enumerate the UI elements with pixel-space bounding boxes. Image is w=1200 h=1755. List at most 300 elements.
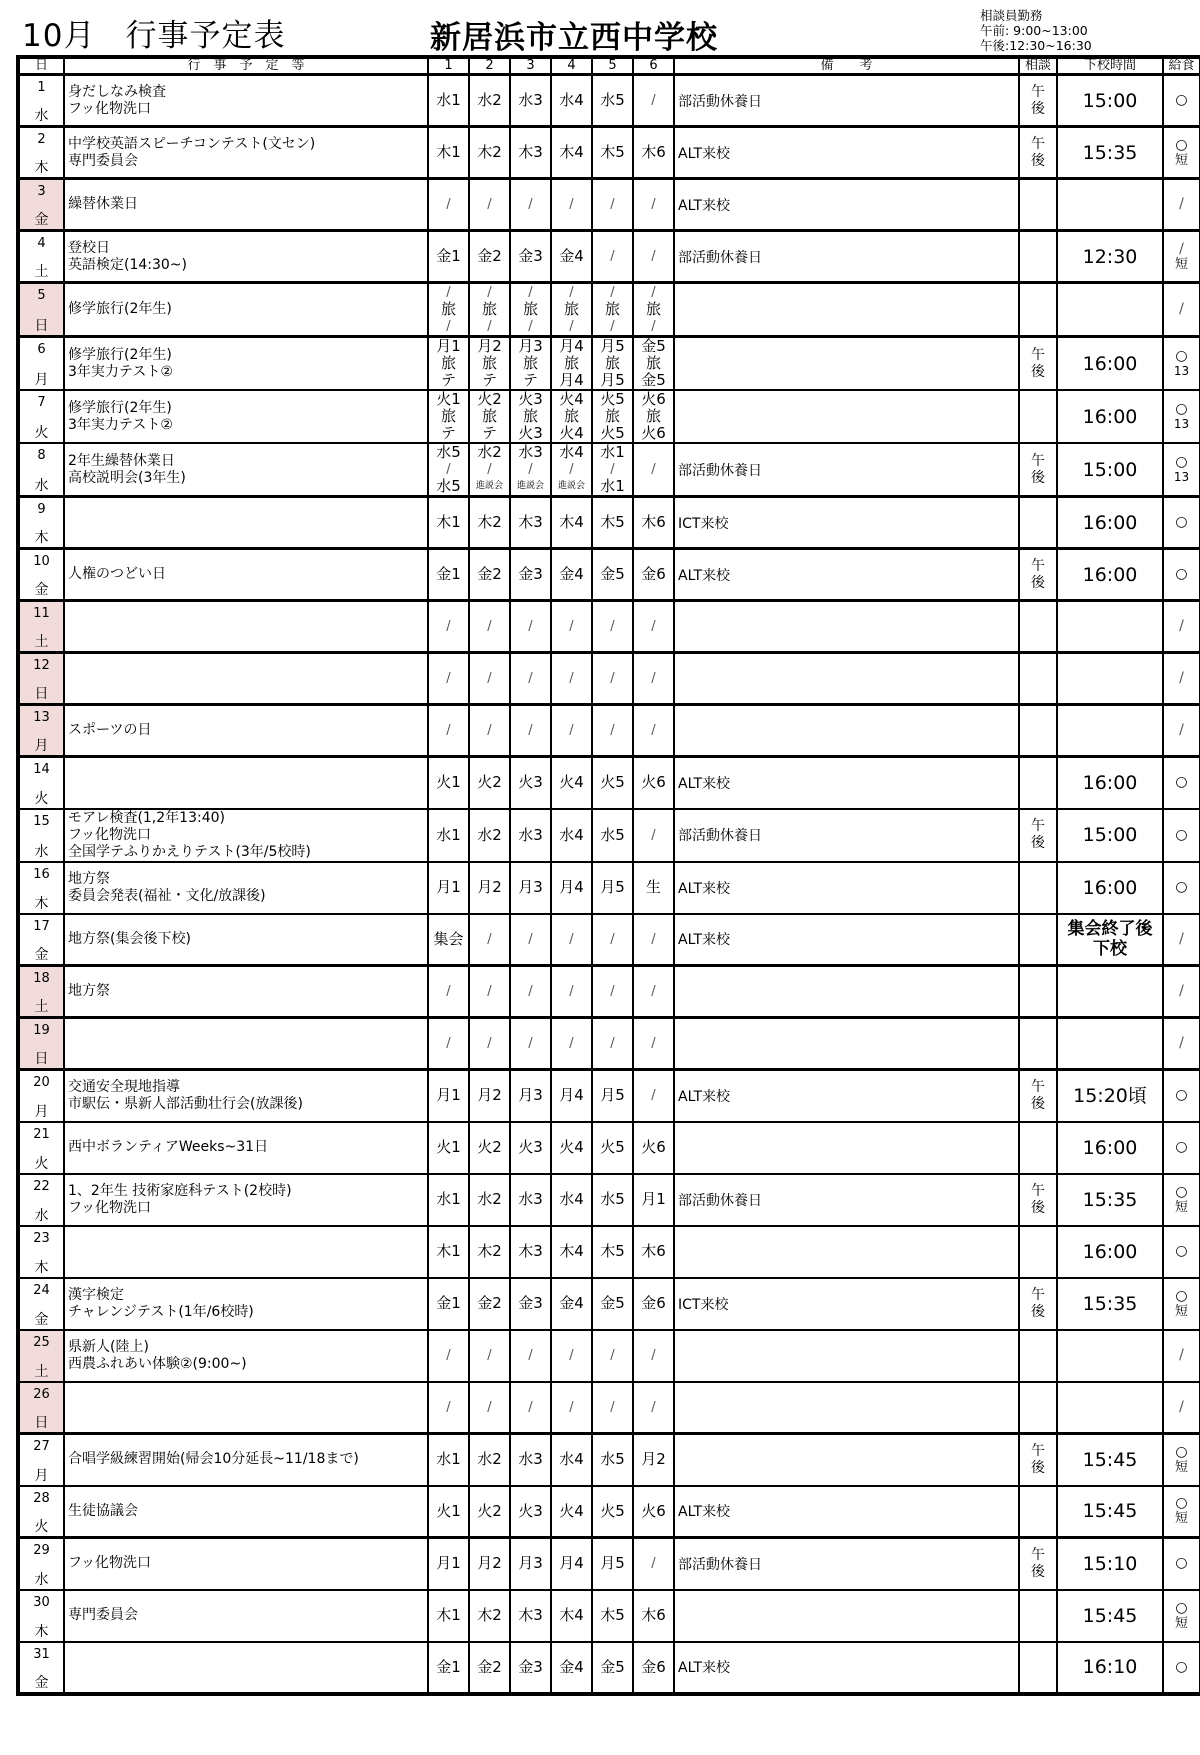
period-5-cell xyxy=(592,337,633,391)
period-5-cell xyxy=(592,1226,633,1278)
period-entry: 旅 xyxy=(604,300,620,318)
lunch-cell xyxy=(1163,443,1200,497)
period-entry: / xyxy=(487,1399,492,1415)
weekday-label: 火 xyxy=(34,425,49,441)
weekday-label: 日 xyxy=(34,686,49,702)
period-entry: / xyxy=(528,1399,533,1415)
period-4-cell xyxy=(551,966,592,1018)
period-4-cell xyxy=(551,1070,592,1122)
period-3-cell xyxy=(510,1174,551,1226)
period-entry: / xyxy=(651,827,656,843)
period-5-cell xyxy=(592,1382,633,1434)
dismissal-time: 下校 xyxy=(1093,939,1127,960)
dismissal-time-cell xyxy=(1057,337,1163,391)
lunch-mark: ○ xyxy=(1175,1087,1188,1104)
period-entry: / xyxy=(651,931,656,947)
events-cell xyxy=(64,1486,428,1538)
period-3-cell xyxy=(510,914,551,966)
period-entry: / xyxy=(610,249,615,264)
period-5-cell xyxy=(592,601,633,653)
table-row xyxy=(18,549,1200,601)
period-6-cell xyxy=(633,1174,674,1226)
period-entry: 金3 xyxy=(518,1294,543,1312)
month-label: 10月 xyxy=(22,18,96,54)
period-4-cell xyxy=(551,1018,592,1070)
period-entry: 金6 xyxy=(641,1294,666,1312)
counsel-cell: 午 後 xyxy=(1019,75,1057,127)
event-item: 交通安全現地指導 xyxy=(68,1078,180,1095)
table-row xyxy=(18,705,1200,757)
lunch-cell xyxy=(1163,1174,1200,1226)
table-row xyxy=(18,1642,1200,1694)
period-entry: 金1 xyxy=(436,247,461,265)
period-entry: 金4 xyxy=(559,565,584,583)
events-cell xyxy=(64,757,428,809)
period-6-cell xyxy=(633,914,674,966)
period-5-cell xyxy=(592,549,633,601)
counsel-cell xyxy=(1019,914,1057,966)
period-4-cell xyxy=(551,1174,592,1226)
period-entry: / xyxy=(487,671,492,686)
notes-cell: ICT来校 xyxy=(674,1278,1019,1330)
period-2-cell xyxy=(469,497,510,549)
period-entry: 水2 xyxy=(477,443,502,461)
period-entry: / xyxy=(528,931,533,947)
period-entry: / xyxy=(610,197,615,212)
period-3-cell xyxy=(510,1642,551,1694)
period-entry: 旅 xyxy=(563,354,579,372)
period-entry: 月5 xyxy=(600,371,625,389)
counsel-cell xyxy=(1019,653,1057,705)
period-6-cell xyxy=(633,653,674,705)
dismissal-time: 16:00 xyxy=(1082,405,1138,428)
events-cell xyxy=(64,1330,428,1382)
dismissal-time-cell xyxy=(1057,75,1163,127)
period-entry: / xyxy=(528,285,533,300)
table-row xyxy=(18,179,1200,231)
table-row xyxy=(18,653,1200,705)
period-3-cell xyxy=(510,283,551,337)
period-1-cell xyxy=(428,1122,469,1174)
period-6-cell xyxy=(633,443,674,497)
period-2-cell xyxy=(469,1018,510,1070)
period-5-cell xyxy=(592,914,633,966)
period-4-cell xyxy=(551,337,592,391)
period-entry: 月4 xyxy=(559,371,584,389)
dismissal-time: 15:45 xyxy=(1082,1448,1138,1471)
period-5-cell xyxy=(592,757,633,809)
period-6-cell xyxy=(633,1538,674,1590)
period-entry: 水5 xyxy=(600,1190,625,1208)
notes-cell: ALT来校 xyxy=(674,862,1019,914)
period-4-cell xyxy=(551,1590,592,1642)
period-entry: / xyxy=(651,1348,656,1363)
period-1-cell xyxy=(428,390,469,443)
period-5-cell xyxy=(592,390,633,443)
period-entry: 水2 xyxy=(477,825,502,844)
day-cell xyxy=(18,757,64,809)
header-row xyxy=(18,57,1200,75)
event-item: 修学旅行(2年生) xyxy=(68,399,172,416)
period-4-cell xyxy=(551,601,592,653)
lunch-cell xyxy=(1163,1278,1200,1330)
day-number: 15 xyxy=(33,813,50,829)
period-entry: / xyxy=(569,1399,574,1415)
dismissal-time: 15:20頃 xyxy=(1073,1084,1147,1107)
dismissal-time-cell xyxy=(1057,231,1163,283)
period-1-cell xyxy=(428,1382,469,1434)
day-cell xyxy=(18,914,64,966)
period-entry: 木5 xyxy=(600,1606,625,1624)
event-item: 委員会発表(福祉・文化/放課後) xyxy=(68,887,266,904)
period-entry: 火2 xyxy=(477,390,502,408)
period-3-cell xyxy=(510,549,551,601)
period-4-cell xyxy=(551,653,592,705)
event-item: 人権のつどい日 xyxy=(68,566,166,582)
lunch-mark: / xyxy=(1179,670,1184,686)
period-6-cell xyxy=(633,1070,674,1122)
day-number: 20 xyxy=(33,1075,50,1090)
period-2-cell xyxy=(469,1278,510,1330)
period-2-cell xyxy=(469,390,510,443)
period-entry: 旅 xyxy=(440,354,456,372)
counsel-cell xyxy=(1019,862,1057,914)
lunch-mark: / xyxy=(1179,618,1184,634)
period-entry: 月1 xyxy=(436,1554,461,1573)
period-entry: 火1 xyxy=(436,1501,461,1520)
period-2-cell xyxy=(469,75,510,127)
period-entry: / xyxy=(446,671,451,686)
period-entry: 旅 xyxy=(481,407,497,425)
period-1-cell xyxy=(428,757,469,809)
period-entry: / xyxy=(569,1348,574,1363)
period-entry: 旅 xyxy=(604,354,620,372)
period-entry: 金6 xyxy=(641,565,666,583)
day-number: 3 xyxy=(37,184,46,199)
day-cell xyxy=(18,1122,64,1174)
period-1-cell xyxy=(428,1226,469,1278)
counsel-cell xyxy=(1019,1226,1057,1278)
period-entry: / xyxy=(528,197,533,212)
weekday-label: 日 xyxy=(34,318,49,334)
period-2-cell xyxy=(469,179,510,231)
events-cell xyxy=(64,1434,428,1486)
lunch-mark: / xyxy=(1179,301,1184,317)
lunch-mark: ○ xyxy=(1175,514,1188,530)
day-cell xyxy=(18,127,64,179)
period-6-cell xyxy=(633,1590,674,1642)
notes-cell: ALT来校 xyxy=(674,757,1019,809)
period-1-cell xyxy=(428,1538,469,1590)
dismissal-time-cell xyxy=(1057,757,1163,809)
notes-cell: ALT来校 xyxy=(674,1070,1019,1122)
period-entry: 火5 xyxy=(600,424,625,442)
table-row xyxy=(18,757,1200,809)
period-entry: 進説会 xyxy=(475,481,503,491)
period-3-cell xyxy=(510,1486,551,1538)
dismissal-time: 16:10 xyxy=(1082,1656,1138,1678)
period-5-cell xyxy=(592,1434,633,1486)
period-entry: / xyxy=(651,619,656,634)
period-entry: 火4 xyxy=(559,390,584,408)
period-1-cell xyxy=(428,809,469,862)
day-number: 30 xyxy=(33,1594,50,1610)
period-5-cell xyxy=(592,1590,633,1642)
period-entry: / xyxy=(651,723,656,738)
period-entry: 木1 xyxy=(436,1242,461,1260)
event-item: フッ化物洗口 xyxy=(68,826,152,843)
dismissal-time-cell xyxy=(1057,497,1163,549)
period-entry: 木5 xyxy=(600,143,625,161)
notes-cell: 部活動休養日 xyxy=(674,75,1019,127)
period-5-cell xyxy=(592,1174,633,1226)
lunch-mark: / xyxy=(1179,722,1184,738)
counsel-cell: 午 後 xyxy=(1019,549,1057,601)
events-cell xyxy=(64,337,428,391)
period-2-cell xyxy=(469,1330,510,1382)
period-entry: 木3 xyxy=(518,1242,543,1260)
period-2-cell xyxy=(469,1174,510,1226)
period-entry: 進説会 xyxy=(516,481,544,491)
dismissal-time-cell xyxy=(1057,1122,1163,1174)
period-1-cell xyxy=(428,705,469,757)
period-entry: 旅 xyxy=(522,407,538,425)
period-entry: 金5 xyxy=(641,371,666,389)
weekday-label: 水 xyxy=(34,108,49,124)
counsel-cell xyxy=(1019,179,1057,231)
dismissal-time-cell xyxy=(1057,705,1163,757)
period-1-cell xyxy=(428,283,469,337)
period-entry: / xyxy=(610,462,615,477)
period-6-cell xyxy=(633,1434,674,1486)
period-entry: / xyxy=(446,1348,451,1363)
period-entry: 木4 xyxy=(559,1606,584,1624)
period-6-cell xyxy=(633,1486,674,1538)
day-cell xyxy=(18,231,64,283)
period-6-cell xyxy=(633,1382,674,1434)
period-1-cell xyxy=(428,862,469,914)
event-item: 県新人(陸上) xyxy=(68,1338,149,1355)
weekday-label: 月 xyxy=(34,1467,49,1484)
counsel-cell: 午 後 xyxy=(1019,1070,1057,1122)
table-row xyxy=(18,1590,1200,1642)
period-5-cell xyxy=(592,75,633,127)
period-5-cell xyxy=(592,1278,633,1330)
dismissal-time-cell xyxy=(1057,1330,1163,1382)
period-4-cell xyxy=(551,809,592,862)
period-entry: / xyxy=(610,1399,615,1415)
events-cell xyxy=(64,862,428,914)
dismissal-time-cell xyxy=(1057,862,1163,914)
period-4-cell xyxy=(551,757,592,809)
period-entry: 火3 xyxy=(518,1138,543,1156)
period-entry: 金3 xyxy=(518,247,543,265)
dismissal-time-cell xyxy=(1057,1070,1163,1122)
period-2-cell xyxy=(469,653,510,705)
counsel-cell xyxy=(1019,757,1057,809)
period-entry: 火1 xyxy=(436,1138,461,1156)
period-1-cell xyxy=(428,231,469,283)
counsel-cell xyxy=(1019,1590,1057,1642)
period-1-cell xyxy=(428,443,469,497)
lunch-mark: ○ xyxy=(1175,1495,1188,1512)
period-entry: / xyxy=(651,1399,656,1415)
period-5-cell xyxy=(592,179,633,231)
period-entry: 金4 xyxy=(559,247,584,265)
period-entry: / xyxy=(528,319,533,334)
table-row xyxy=(18,497,1200,549)
events-cell xyxy=(64,1642,428,1694)
period-entry: 旅 xyxy=(645,300,661,318)
day-number: 14 xyxy=(33,762,50,777)
period-2-cell xyxy=(469,1226,510,1278)
day-number: 25 xyxy=(33,1334,50,1350)
table-row xyxy=(18,337,1200,391)
period-4-cell xyxy=(551,179,592,231)
period-6-cell xyxy=(633,283,674,337)
table-row xyxy=(18,1538,1200,1590)
counsel-cell: 午 後 xyxy=(1019,337,1057,391)
period-entry: 木2 xyxy=(477,1606,502,1624)
period-1-cell xyxy=(428,914,469,966)
period-entry: 月1 xyxy=(436,337,461,355)
lunch-cell xyxy=(1163,1642,1200,1694)
counsel-cell xyxy=(1019,1330,1057,1382)
day-number: 28 xyxy=(33,1490,50,1506)
dismissal-time-cell xyxy=(1057,390,1163,443)
period-entry: / xyxy=(446,197,451,212)
lunch-mark: ○ xyxy=(1175,826,1188,843)
period-entry: 旅 xyxy=(645,354,661,372)
period-entry: テ xyxy=(481,371,497,389)
table-row xyxy=(18,1070,1200,1122)
table-row xyxy=(18,1174,1200,1226)
notes-cell xyxy=(674,283,1019,337)
period-entry: / xyxy=(528,462,533,477)
period-entry: 月1 xyxy=(436,878,461,896)
period-entry: 水1 xyxy=(600,443,625,461)
period-entry: 月2 xyxy=(641,1450,666,1469)
notes-cell: 部活動休養日 xyxy=(674,443,1019,497)
period-entry: 金2 xyxy=(477,1657,502,1676)
period-entry: / xyxy=(610,619,615,634)
events-cell xyxy=(64,1122,428,1174)
table-row xyxy=(18,231,1200,283)
dismissal-time: 15:10 xyxy=(1082,1552,1138,1575)
period-entry: 火4 xyxy=(559,424,584,442)
period-3-cell xyxy=(510,1070,551,1122)
lunch-cell xyxy=(1163,1590,1200,1642)
period-entry: 水4 xyxy=(559,1450,584,1469)
period-entry: / xyxy=(528,723,533,738)
period-entry: 金5 xyxy=(600,565,625,583)
lunch-cell xyxy=(1163,179,1200,231)
period-entry: 火4 xyxy=(559,1138,584,1156)
period-entry: / xyxy=(651,285,656,300)
dismissal-time: 15:35 xyxy=(1082,141,1138,164)
event-item: 専門委員会 xyxy=(68,152,138,169)
period-entry: 木6 xyxy=(641,1242,666,1260)
weekday-label: 木 xyxy=(34,895,49,912)
period-1-cell xyxy=(428,1486,469,1538)
period-entry: 火6 xyxy=(641,424,666,442)
dismissal-time: 15:35 xyxy=(1082,1188,1138,1211)
dismissal-time: 12:30 xyxy=(1082,245,1138,268)
col-header-counsel: 相談 xyxy=(1019,57,1057,75)
event-item: 3年実力テスト② xyxy=(68,363,173,380)
period-3-cell xyxy=(510,601,551,653)
lunch-cell xyxy=(1163,549,1200,601)
event-item: 英語検定(14:30~) xyxy=(68,256,187,273)
lunch-cell xyxy=(1163,231,1200,283)
period-1-cell xyxy=(428,127,469,179)
period-entry: / xyxy=(651,93,656,108)
dismissal-time-cell xyxy=(1057,283,1163,337)
events-cell xyxy=(64,390,428,443)
notes-cell: 部活動休養日 xyxy=(674,1538,1019,1590)
lunch-mark: 短 xyxy=(1174,1303,1188,1319)
period-entry: 水3 xyxy=(518,1190,543,1208)
period-5-cell xyxy=(592,1330,633,1382)
events-cell xyxy=(64,549,428,601)
lunch-cell xyxy=(1163,1434,1200,1486)
weekday-label: 土 xyxy=(34,1363,49,1380)
counsel-cell: 午 後 xyxy=(1019,1434,1057,1486)
period-3-cell xyxy=(510,75,551,127)
day-cell xyxy=(18,1590,64,1642)
event-item: 身だしなみ検査 xyxy=(68,83,166,100)
period-entry: 金4 xyxy=(559,1294,584,1312)
event-item: 生徒協議会 xyxy=(68,1502,138,1519)
notes-cell xyxy=(674,390,1019,443)
dismissal-time: 16:00 xyxy=(1082,1136,1138,1159)
weekday-label: 水 xyxy=(34,1207,49,1224)
notes-cell: 部活動休養日 xyxy=(674,1174,1019,1226)
notes-cell: ALT来校 xyxy=(674,1642,1019,1694)
period-3-cell xyxy=(510,1590,551,1642)
period-3-cell xyxy=(510,862,551,914)
period-4-cell xyxy=(551,283,592,337)
dismissal-time-cell xyxy=(1057,1278,1163,1330)
events-cell xyxy=(64,179,428,231)
dismissal-time: 16:00 xyxy=(1082,771,1138,794)
event-item: スポーツの日 xyxy=(68,722,152,738)
counsel-cell xyxy=(1019,705,1057,757)
period-entry: 火3 xyxy=(518,424,543,442)
dismissal-time-cell xyxy=(1057,1018,1163,1070)
period-entry: 火6 xyxy=(641,1501,666,1520)
period-5-cell xyxy=(592,862,633,914)
weekday-label: 木 xyxy=(34,530,49,546)
period-entry: 木2 xyxy=(477,143,502,161)
period-2-cell xyxy=(469,1122,510,1174)
period-entry: / xyxy=(446,319,451,334)
day-number: 11 xyxy=(33,606,50,621)
period-entry: 木6 xyxy=(641,143,666,161)
event-item: 全国学テふりかえりテスト(3年/5校時) xyxy=(68,843,311,860)
period-entry: 月2 xyxy=(477,1554,502,1573)
period-entry: 旅 xyxy=(604,407,620,425)
period-3-cell xyxy=(510,497,551,549)
lunch-mark: 13 xyxy=(1173,416,1190,431)
period-entry: / xyxy=(569,1036,574,1051)
period-entry: / xyxy=(487,1348,492,1363)
weekday-label: 水 xyxy=(34,1571,49,1588)
period-entry: 火2 xyxy=(477,773,502,792)
period-4-cell xyxy=(551,549,592,601)
period-6-cell xyxy=(633,601,674,653)
period-1-cell xyxy=(428,497,469,549)
